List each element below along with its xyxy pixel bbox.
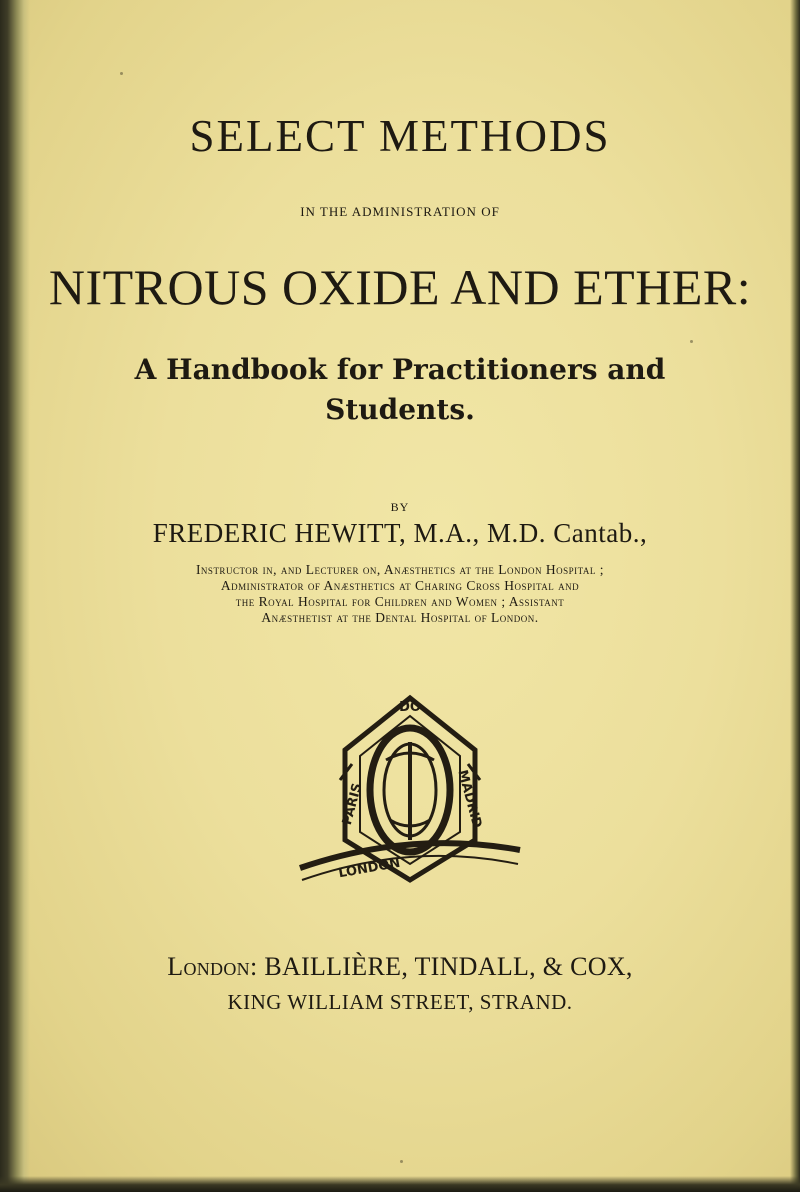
subtitle: IN THE ADMINISTRATION OF [300,204,500,219]
credential-line: Administrator of Anæsthetics at Charing Cross Hospital and [220,578,580,593]
emblem-label-right: MADRID [454,768,485,830]
handbook-line-2: Students. [325,393,475,426]
credential-line: the Royal Hospital for Children and Women ; Assistant [235,594,565,609]
publisher-separator: : [249,952,258,981]
credential-line: Instructor in, and Lecturer on, Anæsthetics at the London Hospital ; [195,562,605,577]
paper-speck [400,1160,403,1163]
author-name: FREDERIC HEWITT, M.A., M.D. Cantab., [152,518,648,548]
emblem-label-left: PARIS [339,781,366,827]
handbook-line-1: A Handbook for Practitioners and [134,353,666,386]
emblem-label-bottom: LONDON [337,855,402,882]
page-title: SELECT METHODS [189,111,611,161]
publisher-place: London [167,952,250,981]
publisher-line [0,952,800,982]
paper-speck [120,72,123,75]
book-bottom-edge [0,1176,800,1192]
emblem-label-top: DO [399,700,421,715]
publisher-address: KING WILLIAM STREET, STRAND. [227,990,573,1014]
paper-speck [690,340,693,343]
by-label: BY [390,500,410,514]
publisher-name: BAILLIÈRE, TINDALL, & COX, [264,952,633,981]
main-subject-title: NITROUS OXIDE AND ETHER: [48,259,752,315]
publisher-emblem-icon [290,690,530,885]
credential-line: Anæsthetist at the Dental Hospital of London. [261,610,539,625]
